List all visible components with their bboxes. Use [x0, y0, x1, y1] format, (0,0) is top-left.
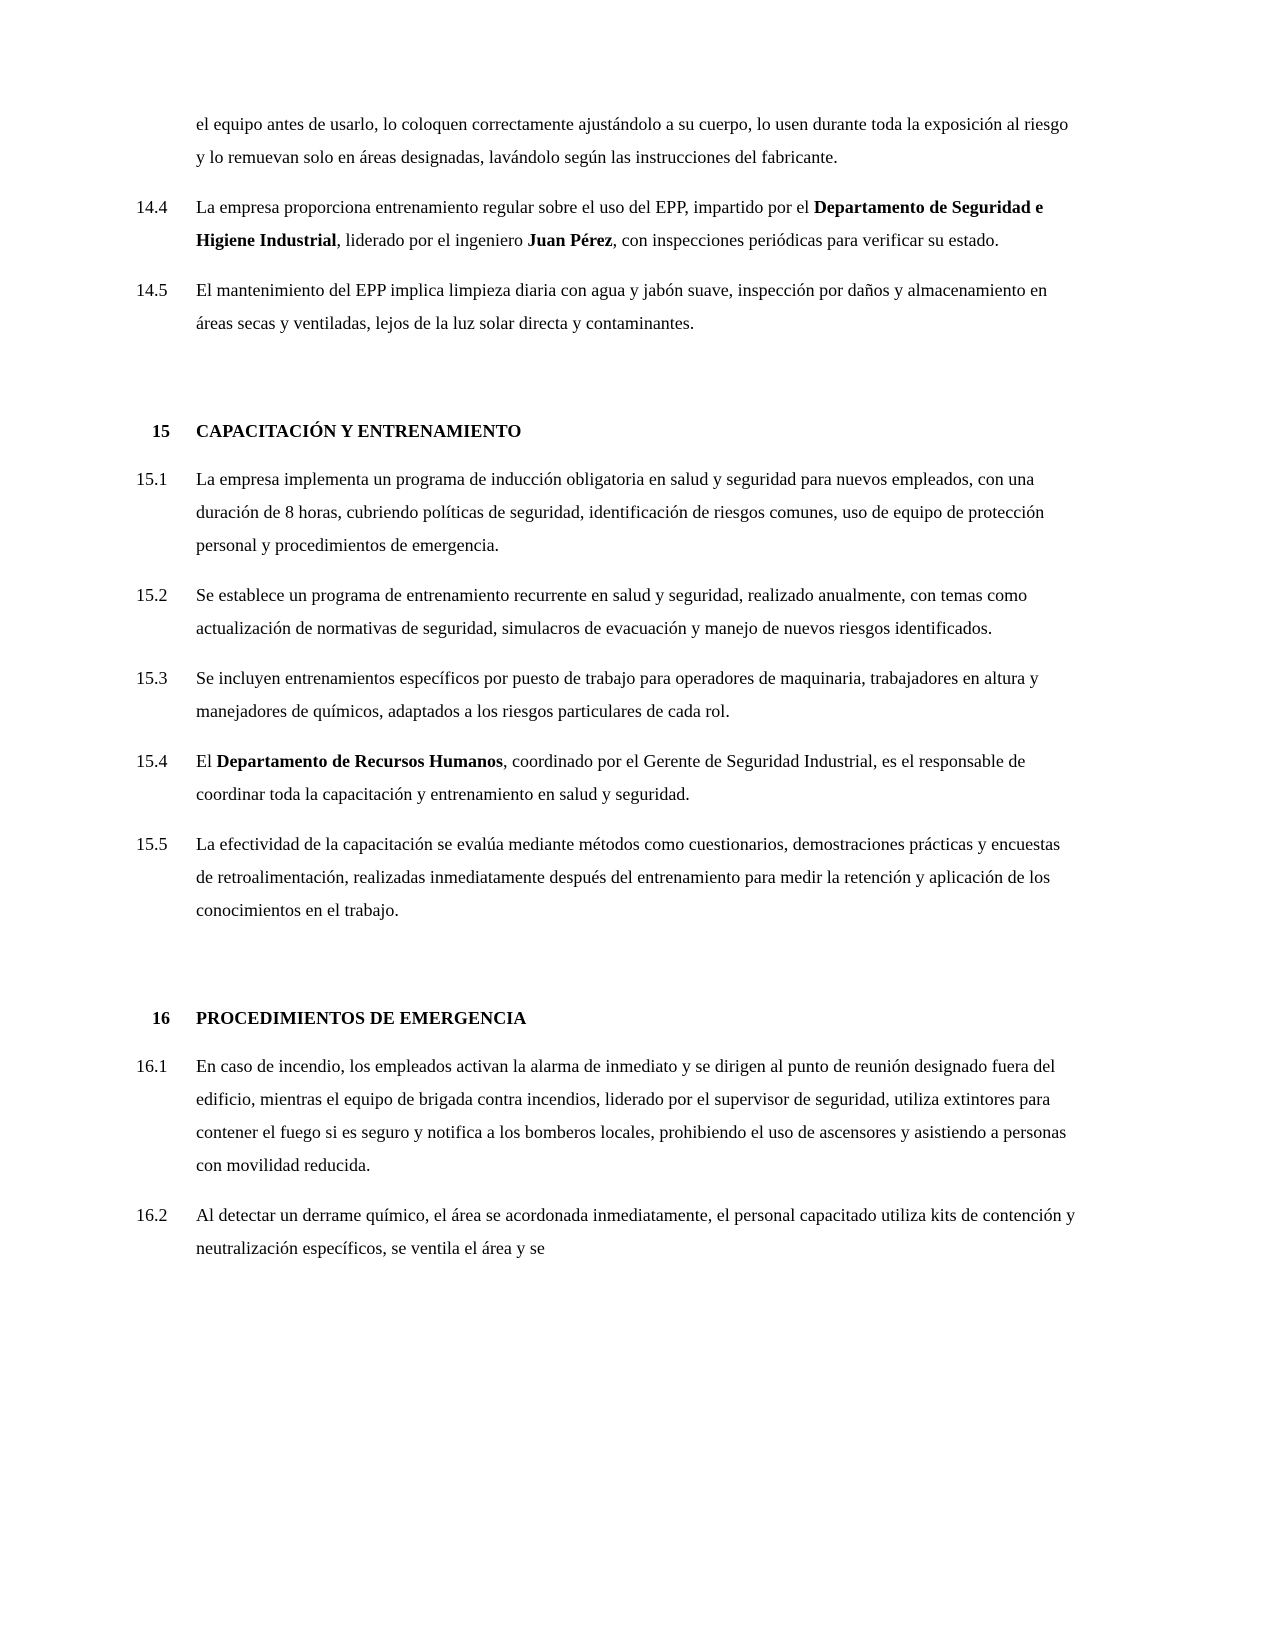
clause-text: En caso de incendio, los empleados activan la alarma de inmediato y se dirigen al punto de reunión designado fuera del edificio, mientras el equipo de brigada contra incendios, liderado por el supervisor de seguridad, utiliza extintores para contener el fuego si es seguro y notifica a los bomberos locales, prohibiendo el uso de ascensores y asistiendo a personas con movilidad reducida. [196, 1056, 1067, 1175]
clause-number: 15.1 [136, 469, 168, 489]
clause-row [136, 745, 1076, 811]
clause-row [136, 1050, 1076, 1182]
clause-row [136, 579, 1076, 645]
clause-number: 15.2 [136, 585, 168, 605]
clause-row [136, 463, 1076, 562]
clause-row [136, 828, 1076, 927]
emphasis-text: Departamento de Seguridad e Higiene Industrial [196, 197, 1044, 250]
clause-row [136, 1199, 1076, 1265]
section-heading [136, 415, 1076, 448]
paragraph-continuation [136, 108, 1076, 174]
emphasis-text: Juan Pérez [527, 230, 613, 250]
emphasis-text: Departamento de Recursos Humanos [216, 751, 503, 771]
section-title: PROCEDIMIENTOS DE EMERGENCIA [196, 1008, 527, 1028]
section-spacer [136, 448, 1076, 463]
clause-row [136, 191, 1076, 257]
clause-number: 14.4 [136, 197, 168, 217]
clause-number: 16.1 [136, 1056, 168, 1076]
section-number: 15 [152, 421, 170, 441]
clause-number: 16.2 [136, 1205, 168, 1225]
clause-number: 15.5 [136, 834, 168, 854]
clause-row [136, 662, 1076, 728]
section-title: CAPACITACIÓN Y ENTRENAMIENTO [196, 421, 522, 441]
clause-number: 15.4 [136, 751, 168, 771]
clause-text: Se incluyen entrenamientos específicos por puesto de trabajo para operadores de maquinaria, trabajadores en altura y manejadores de químicos, adaptados a los riesgos particulares de cada rol. [196, 668, 1039, 721]
section-number: 16 [152, 1008, 170, 1028]
section-spacer [136, 944, 1076, 1002]
clause-text: La efectividad de la capacitación se evalúa mediante métodos como cuestionarios, demostraciones prácticas y encuestas de retroalimentación, realizadas inmediatamente después del entrenamiento para medir la retención y aplicación de los conocimientos en el trabajo. [196, 834, 1061, 920]
clause-number: 15.3 [136, 668, 168, 688]
clause-text: El Departamento de Recursos Humanos, coordinado por el Gerente de Seguridad Industrial, es el responsable de coordinar toda la capacitación y entrenamiento en salud y seguridad. [196, 751, 1026, 804]
clause-text: El mantenimiento del EPP implica limpieza diaria con agua y jabón suave, inspección por daños y almacenamiento en áreas secas y ventiladas, lejos de la luz solar directa y contaminantes. [196, 280, 1048, 333]
clause-text: Al detectar un derrame químico, el área se acordonada inmediatamente, el personal capacitado utiliza kits de contención y neutralización específicos, se ventila el área y se [196, 1205, 1076, 1258]
section-spacer [136, 357, 1076, 415]
clause-text: el equipo antes de usarlo, lo coloquen correctamente ajustándolo a su cuerpo, lo usen durante toda la exposición al riesgo y lo remuevan solo en áreas designadas, lavándolo según las instrucciones del fabricante. [196, 114, 1069, 167]
section-heading [136, 1002, 1076, 1035]
document-content [136, 108, 1076, 1282]
clause-text: La empresa implementa un programa de inducción obligatoria en salud y seguridad para nuevos empleados, con una duración de 8 horas, cubriendo políticas de seguridad, identificación de riesgos comunes, uso de equipo de protección personal y procedimientos de emergencia. [196, 469, 1045, 555]
clause-text: La empresa proporciona entrenamiento regular sobre el uso del EPP, impartido por el Departamento de Seguridad e Higiene Industrial, liderado por el ingeniero Juan Pérez, con inspecciones periódicas para verificar su estado. [196, 197, 1044, 250]
section-spacer [136, 1035, 1076, 1050]
clause-text: Se establece un programa de entrenamiento recurrente en salud y seguridad, realizado anualmente, con temas como actualización de normativas de seguridad, simulacros de evacuación y manejo de nuevos riesgos identificados. [196, 585, 1028, 638]
clause-number: 14.5 [136, 280, 168, 300]
clause-row [136, 274, 1076, 340]
